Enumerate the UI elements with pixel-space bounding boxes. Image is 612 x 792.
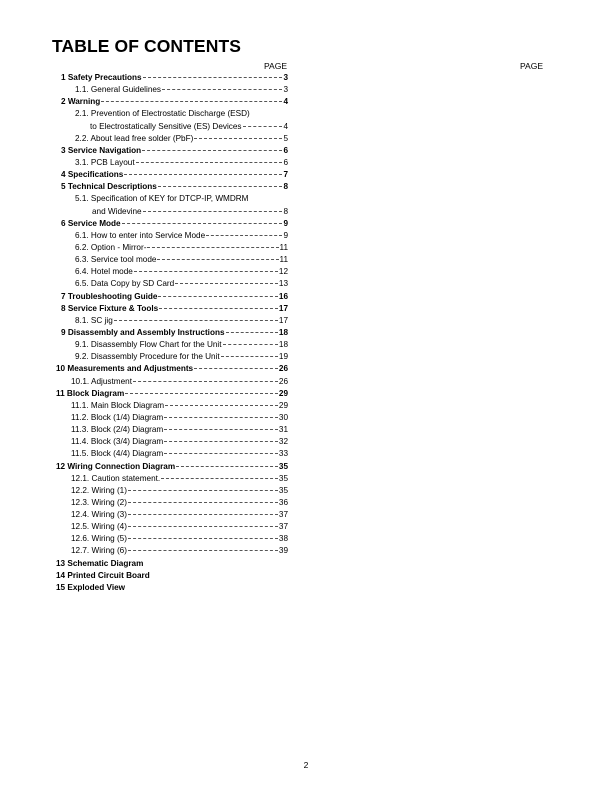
toc-entry-page: 6 (283, 157, 288, 167)
toc-entry[interactable] (52, 351, 288, 363)
dot-leader (165, 405, 278, 406)
dot-leader (128, 490, 278, 491)
toc-entry-label: 12.6. Wiring (5) (71, 534, 127, 544)
dot-leader (114, 320, 278, 321)
dot-leader (161, 478, 278, 479)
dot-leader (159, 308, 278, 309)
toc-entry-page: 17 (278, 315, 288, 325)
toc-entry-label: 6.3. Service tool mode (75, 255, 157, 265)
dot-leader (128, 550, 278, 551)
toc-entry-label: 12.3. Wiring (2) (71, 497, 127, 507)
dot-leader (128, 526, 278, 527)
dot-leader (175, 283, 278, 284)
dot-leader (223, 344, 278, 345)
toc-entry[interactable] (52, 497, 288, 509)
dot-leader (147, 247, 278, 248)
dot-leader (128, 514, 278, 515)
toc-entry-label: 9.2. Disassembly Procedure for the Unit (75, 352, 220, 362)
toc-entry-label: 12.4. Wiring (3) (71, 510, 127, 520)
toc-entry-label: 6.4. Hotel mode (75, 267, 133, 277)
toc-entry-label: 11 Block Diagram (56, 388, 125, 398)
toc-entry-page: 11 (279, 255, 288, 265)
toc-entry[interactable] (52, 509, 288, 521)
dot-leader (125, 393, 278, 394)
toc-entry-label: 8.1. SC jig (75, 315, 113, 325)
toc-entry-label: 9.1. Disassembly Flow Chart for the Unit (75, 340, 222, 350)
toc-entry-label: to Electrostatically Sensitive (ES) Devices (90, 121, 242, 131)
dot-leader (128, 502, 278, 503)
toc-entry[interactable] (52, 84, 288, 96)
toc-entry[interactable] (52, 96, 288, 108)
toc-entry-page: 18 (278, 340, 288, 350)
toc-entry[interactable] (52, 473, 288, 485)
toc-entry[interactable] (52, 157, 288, 169)
toc-entry-page: 7 (283, 170, 288, 180)
toc-entry-label: 2 Warning (61, 97, 101, 107)
toc-entry-page: 18 (278, 327, 288, 337)
toc-entry-label: 1.1. General Guidelines (75, 85, 162, 95)
toc-entry[interactable] (52, 108, 288, 120)
dot-leader (128, 538, 278, 539)
toc-entry-label: 5.1. Specification of KEY for DTCP-IP, WMDRM (75, 194, 249, 204)
toc-entry[interactable] (52, 448, 288, 460)
toc-entry-page: 29 (278, 400, 288, 410)
toc-entry[interactable] (52, 558, 288, 570)
toc-entry-label: 1 Safety Precautions (61, 73, 142, 82)
dot-leader (226, 332, 278, 333)
toc-entry-label: 11.5. Block (4/4) Diagram (71, 449, 164, 459)
toc-entry[interactable] (52, 315, 288, 327)
toc-entry[interactable] (52, 206, 288, 218)
toc-entry-page: 17 (278, 303, 288, 313)
toc-entry-label: 15 Exploded View (56, 582, 126, 592)
dot-leader (243, 126, 283, 127)
toc-entry-page: 37 (278, 510, 288, 520)
toc-entry-label: 6.2. Option - Mirror- (75, 242, 147, 252)
dot-leader (133, 381, 278, 382)
toc-entry-page: 36 (278, 497, 288, 507)
toc-entry-page: 9 (283, 218, 288, 228)
toc-entry[interactable] (52, 266, 288, 278)
toc-entry[interactable] (52, 181, 288, 193)
toc-entry[interactable] (52, 303, 288, 315)
toc-entry[interactable] (52, 436, 288, 448)
toc-entry-page: 13 (278, 279, 288, 289)
toc-entry-label: 12.5. Wiring (4) (71, 522, 127, 532)
page-column-header-right: PAGE (520, 61, 543, 71)
toc-entry-page: 8 (283, 182, 288, 192)
toc-entry[interactable] (52, 291, 288, 303)
toc-entry-page: 26 (278, 364, 288, 374)
toc-entry-label: 14 Printed Circuit Board (56, 570, 150, 580)
page-number: 2 (303, 760, 309, 770)
dot-leader (162, 89, 282, 90)
page-title: TABLE OF CONTENTS (52, 36, 242, 56)
toc-entry-label: 12.1. Caution statement. (71, 473, 161, 483)
toc-entry-page: 33 (278, 449, 288, 459)
toc-entry[interactable] (52, 121, 288, 133)
toc-entry-label: 5 Technical Descriptions (61, 182, 157, 192)
toc-entry-label: 2.2. About lead free solder (PbF) (75, 133, 194, 143)
toc-entry[interactable] (52, 145, 288, 157)
toc-entry-label: 3 Service Navigation (61, 145, 142, 155)
toc-entry-page: 35 (278, 461, 288, 471)
toc-entry[interactable] (52, 133, 288, 145)
toc-entry[interactable] (52, 72, 288, 84)
toc-entry[interactable] (52, 485, 288, 497)
toc-entry-label: 10 Measurements and Adjustments (56, 364, 194, 374)
toc-entry[interactable] (52, 400, 288, 412)
dot-leader (158, 296, 277, 297)
toc-entry-label: 11.1. Main Block Diagram (71, 400, 165, 410)
toc-entry-page: 39 (278, 546, 288, 556)
toc-entry[interactable] (52, 570, 288, 582)
toc-entry-page: 12 (278, 267, 288, 277)
toc-entry[interactable] (52, 278, 288, 290)
dot-leader (164, 453, 278, 454)
toc-entry[interactable] (52, 424, 288, 436)
toc-entry[interactable] (52, 461, 288, 473)
toc-entry-page: 19 (278, 352, 288, 362)
toc-entry-label: 9 Disassembly and Assembly Instructions (61, 327, 225, 337)
toc-entry[interactable] (52, 218, 288, 230)
dot-leader (206, 235, 282, 236)
toc-entry[interactable] (52, 327, 288, 339)
toc-entry[interactable] (52, 339, 288, 351)
dot-leader (194, 138, 282, 139)
toc-entry-page: 4 (283, 121, 288, 131)
dot-leader (194, 368, 278, 369)
dot-leader (164, 417, 278, 418)
toc-entry-page: 32 (278, 437, 288, 447)
toc-entry-label: 3.1. PCB Layout (75, 157, 135, 167)
toc-entry[interactable] (52, 363, 288, 375)
dot-leader (157, 259, 278, 260)
toc-entry-label: 6.5. Data Copy by SD Card (75, 279, 175, 289)
toc-entry-page: 3 (283, 85, 288, 95)
toc-entry-page: 29 (278, 388, 288, 398)
dot-leader (164, 429, 278, 430)
toc-entry-page: 11 (279, 242, 288, 252)
dot-leader (136, 162, 283, 163)
toc-entry-label: and Widevine (92, 206, 142, 216)
toc-entry-page: 3 (283, 73, 288, 82)
toc-entry-label: 2.1. Prevention of Electrostatic Discharge (ESD) (75, 109, 250, 119)
table-of-contents (52, 72, 288, 594)
toc-entry-label: 11.4. Block (3/4) Diagram (71, 437, 164, 447)
toc-entry-label: 13 Schematic Diagram (56, 558, 144, 568)
toc-entry-page: 16 (278, 291, 288, 301)
toc-entry[interactable] (52, 582, 288, 594)
toc-entry[interactable] (52, 388, 288, 400)
dot-leader (221, 356, 278, 357)
dot-leader (164, 441, 278, 442)
toc-entry[interactable] (52, 193, 288, 205)
toc-entry[interactable] (52, 521, 288, 533)
toc-entry-page: 30 (278, 412, 288, 422)
toc-entry-page: 31 (278, 425, 288, 435)
toc-entry-label: 12.2. Wiring (1) (71, 485, 127, 495)
toc-entry[interactable] (52, 242, 288, 254)
toc-entry-label: 11.2. Block (1/4) Diagram (71, 412, 164, 422)
toc-entry[interactable] (52, 169, 288, 181)
toc-entry-label: 10.1. Adjustment (71, 376, 132, 386)
toc-entry-label: 12.7. Wiring (6) (71, 546, 127, 556)
toc-entry[interactable] (52, 376, 288, 388)
dot-leader (134, 271, 278, 272)
toc-entry-label: 4 Specifications (61, 170, 124, 180)
dot-leader (122, 223, 283, 224)
dot-leader (124, 174, 282, 175)
toc-entry[interactable] (52, 545, 288, 557)
toc-entry[interactable] (52, 230, 288, 242)
dot-leader (158, 186, 283, 187)
page-column-header-left: PAGE (264, 61, 287, 71)
toc-entry-label: 12 Wiring Connection Diagram (56, 461, 176, 471)
dot-leader (101, 101, 282, 102)
toc-entry-page: 35 (278, 485, 288, 495)
toc-entry-page: 26 (278, 376, 288, 386)
toc-entry[interactable] (52, 254, 288, 266)
toc-entry-page: 37 (278, 522, 288, 532)
toc-entry-label: 8 Service Fixture & Tools (61, 303, 159, 313)
dot-leader (143, 211, 283, 212)
toc-entry-label: 6 Service Mode (61, 218, 121, 228)
dot-leader (176, 466, 278, 467)
toc-entry-page: 5 (283, 133, 288, 143)
toc-entry-label: 6.1. How to enter into Service Mode (75, 230, 206, 240)
toc-entry[interactable] (52, 533, 288, 545)
toc-entry-page: 8 (283, 206, 288, 216)
toc-entry-page: 6 (283, 145, 288, 155)
toc-entry-page: 4 (283, 97, 288, 107)
toc-entry-page: 9 (283, 230, 288, 240)
toc-entry-label: 11.3. Block (2/4) Diagram (71, 425, 164, 435)
dot-leader (143, 77, 283, 78)
toc-entry-label: 7 Troubleshooting Guide (61, 291, 158, 301)
toc-entry-page: 38 (278, 534, 288, 544)
dot-leader (142, 150, 282, 151)
toc-entry-page: 35 (278, 473, 288, 483)
toc-entry[interactable] (52, 412, 288, 424)
